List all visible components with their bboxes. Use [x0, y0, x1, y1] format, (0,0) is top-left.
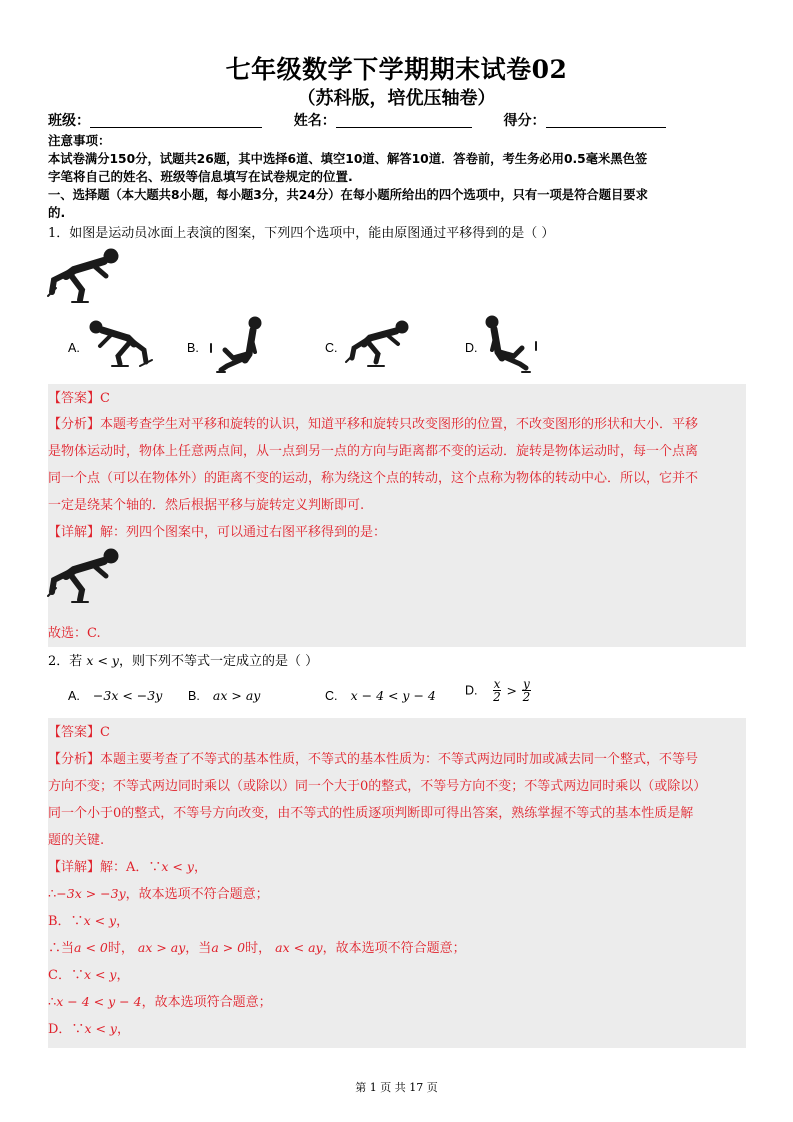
section-heading-line-1: 一、选择题（本大题共8小题，每小题3分，共24分）在每小题所给出的四个选项中，只有一项是符合题目要求 — [48, 188, 648, 202]
name-field[interactable] — [336, 113, 472, 128]
q2-option-a[interactable] — [68, 685, 162, 704]
q2-analysis-line-3: 同一个小于0的整式，不等号方向改变，由不等式的性质逐项判断即可得出答案，熟练掌握不等式的基本性质是解 — [48, 806, 694, 821]
detail-math: ax > ay — [137, 940, 186, 955]
skater-option-a-figure[interactable] — [88, 318, 154, 370]
q1-analysis-line-2: 是物体运动时，物体上任意两点间，从一点到另一点的方向与距离都不变的运动．旋转是物体运动时，每一个点离 — [48, 444, 699, 459]
q2-stem-post: ，则下列不等式一定成立的是（ ） — [118, 654, 319, 669]
student-info-line — [48, 110, 666, 130]
detail-text: 时， — [107, 941, 134, 956]
skater-option-c-figure[interactable] — [344, 318, 410, 370]
q2-option-a-label: A. — [68, 689, 80, 703]
detail-prefix: 【详解】解：A．∵ — [48, 860, 162, 875]
page-subtitle: （苏科版，培优压轴卷） — [297, 88, 496, 109]
q2-option-b-text: ax > ay — [212, 688, 261, 703]
q1-option-c-label[interactable]: C. — [325, 341, 338, 355]
detail-math: x < y — [84, 1021, 117, 1036]
detail-math: −3x > −3y — [56, 886, 126, 901]
detail-comma: ， — [116, 1022, 130, 1037]
q2-detail-d — [48, 1018, 130, 1037]
detail-text: 时， — [245, 941, 272, 956]
q1-analysis-line-3: 同一个点（可以在物体外）的距离不变的运动，称为绕这个点的转动，这个点称为物体的转动中心．所以，它并不 — [48, 471, 699, 486]
q2-answer: 【答案】C — [48, 725, 110, 740]
detail-math: a < 0 — [74, 940, 108, 955]
q2-analysis-line-2: 方向不变；不等式两边同时乘以（或除以）同一个大于0的整式，不等号方向不变；不等式两边同时乘以（或除以） — [48, 779, 707, 794]
q2-stem-condition: x < y — [86, 653, 119, 668]
detail-prefix: D．∵ — [48, 1022, 85, 1037]
q2-detail-c — [48, 964, 130, 983]
section-heading-line-2: 的. — [48, 205, 66, 220]
q1-option-d-label[interactable]: D. — [465, 341, 478, 355]
q1-analysis-line-4: 一定是绕某个轴的．然后根据平移与旋转定义判断即可. — [48, 498, 365, 513]
detail-comma: ， — [116, 914, 130, 929]
therefore-symbol: ∴ — [48, 995, 57, 1010]
q2-stem-pre: 2．若 — [48, 654, 83, 669]
fraction-denominator: 2 — [493, 690, 501, 704]
q2-detail-c-conclusion — [48, 991, 272, 1010]
skater-option-b-figure[interactable] — [205, 314, 265, 376]
detail-comma: ， — [193, 860, 207, 875]
score-label: 得分： — [503, 113, 546, 129]
notice-line-2: 字笔将自己的姓名、班级等信息填写在试卷规定的位置. — [48, 169, 353, 184]
skater-option-d-figure[interactable] — [482, 312, 542, 376]
detail-math: x < y — [161, 859, 194, 874]
q2-option-b-label: B. — [188, 689, 200, 703]
detail-text: ，故本选项符合题意； — [141, 995, 272, 1010]
skater-original-figure — [46, 246, 122, 306]
q2-option-d-label: D. — [465, 683, 478, 698]
q2-option-d-operator: > — [506, 683, 517, 698]
fraction-denominator: 2 — [522, 690, 531, 704]
q2-option-c-label: C. — [325, 689, 338, 703]
q1-detail: 【详解】解：列四个图案中，可以通过右图平移得到的是： — [48, 525, 387, 540]
q2-detail-a-conclusion — [48, 883, 269, 902]
class-label: 班级： — [48, 113, 90, 129]
fraction-numerator: y — [523, 677, 530, 691]
q2-detail-a — [48, 856, 207, 875]
therefore-symbol: ∴ — [48, 887, 57, 902]
detail-math: a > 0 — [211, 940, 246, 955]
detail-text: ，故本选项不符合题意； — [125, 887, 269, 902]
detail-text: ，故本选项不符合题意； — [322, 941, 466, 956]
q1-option-a-label[interactable]: A. — [68, 341, 80, 355]
detail-math: ax < ay — [275, 940, 323, 955]
q2-detail-b — [48, 910, 129, 929]
score-field[interactable] — [546, 113, 666, 128]
detail-math: x − 4 < y − 4 — [56, 994, 142, 1009]
q1-analysis-line-1: 【分析】本题考查学生对平移和旋转的认识，知道平移和旋转只改变图形的位置，不改变图形的形状和大小．平移 — [48, 417, 699, 432]
detail-math: x < y — [83, 913, 117, 928]
skater-answer-figure — [46, 546, 122, 606]
q2-analysis-line-4: 题的关键. — [48, 833, 105, 848]
page-footer: 第 1 页 共 17 页 — [355, 1081, 438, 1094]
q1-choice: 故选：C. — [48, 626, 101, 641]
detail-math: x < y — [83, 967, 117, 982]
detail-text: ∴当 — [48, 941, 75, 956]
notice-heading: 注意事项： — [48, 133, 111, 148]
q2-detail-b-conclusion — [48, 937, 466, 956]
detail-text: ，当 — [185, 941, 212, 956]
detail-comma: ， — [116, 968, 130, 983]
name-label: 姓名： — [293, 113, 336, 129]
q2-option-d-left-fraction — [493, 678, 502, 703]
q2-stem — [48, 650, 318, 669]
q2-option-d-right-fraction — [522, 678, 531, 703]
q1-option-b-label[interactable]: B. — [187, 341, 199, 355]
page-title: 七年级数学下学期期末试卷02 — [225, 55, 568, 84]
class-field[interactable] — [90, 113, 262, 128]
fraction-numerator: x — [493, 677, 501, 691]
q2-option-c[interactable] — [325, 685, 436, 704]
q2-option-b[interactable] — [188, 685, 260, 704]
q2-option-a-text: −3x < −3y — [92, 688, 163, 703]
q2-option-c-text: x − 4 < y − 4 — [350, 688, 436, 703]
q1-stem: 1．如图是运动员冰面上表演的图案，下列四个选项中，能由原图通过平移得到的是（ ） — [48, 226, 555, 241]
detail-prefix: C．∵ — [48, 968, 84, 983]
detail-prefix: B．∵ — [48, 914, 84, 929]
q1-answer: 【答案】C — [48, 391, 110, 406]
q2-analysis-line-1: 【分析】本题主要考查了不等式的基本性质，不等式的基本性质为：不等式两边同时加或减去同一个整式，不等号 — [48, 752, 699, 767]
q2-option-d[interactable] — [465, 678, 531, 703]
notice-line-1: 本试卷满分150分，试题共26题，其中选择6道、填空10道、解答10道．答卷前，考生务必用0.5毫米黑色签 — [48, 152, 648, 166]
